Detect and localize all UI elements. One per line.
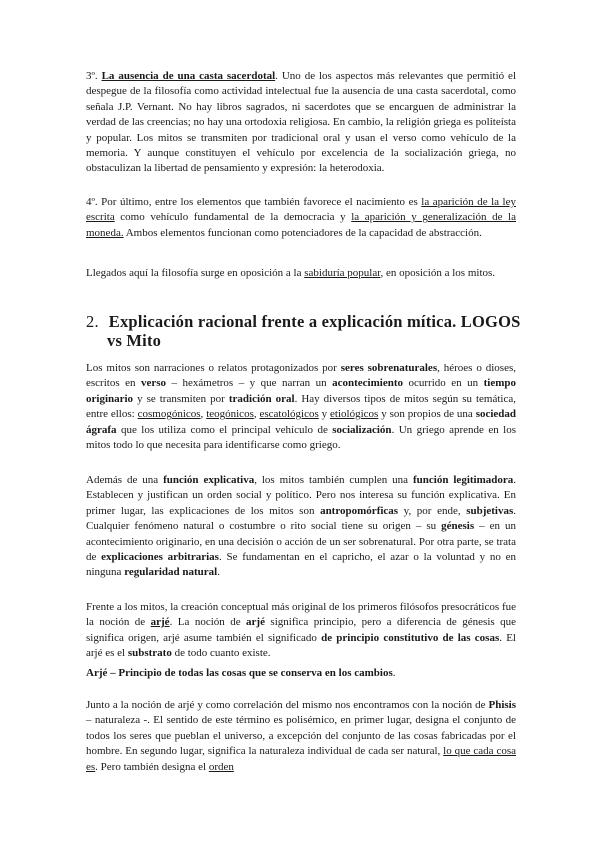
bold-term: función explicativa [163,474,255,486]
bold-term: tiempo originario [86,377,516,405]
paragraph-text: y se transmiten por [133,392,229,405]
section-number: 2. [86,312,99,331]
paragraph-text: , en oposición a los mitos. [380,267,496,279]
paragraph-text: . Un griego aprende en los mitos todo lo que necesita para identificarse como griego. [86,423,516,452]
bold-term: tradición oral [228,392,295,405]
paragraph-phisis [86,698,516,775]
paragraph-mitos-definicion [86,361,516,453]
paragraph-text: , héroes o dioses, escritos en [86,362,516,390]
section-title-line-1: Explicación racional frente a explicación mítica. LOGOS [108,312,521,331]
bold-term: arjé [246,616,265,629]
paragraph-text: Junto a la noción de arjé y como correlación del mismo nos encontramos con la noción de [86,699,489,711]
paragraph-text: – en un acontecimiento originario, en una decisión o acción de un ser sobrenatural. Por otra parte, se trata de [86,520,516,564]
bold-term: socialización [332,423,392,436]
bold-term: acontecimiento [332,377,403,390]
paragraph-ley-escrita-moneda [86,195,516,241]
underlined-term: escatológicos [259,408,319,421]
paragraph-text: ocurrido en un [403,377,484,390]
paragraph-text: y [318,408,331,421]
bold-term: Phisis [488,699,516,711]
bold-term: verso [140,377,167,390]
underlined-term: etiológicos [330,408,379,421]
bold-term: génesis [441,520,475,533]
paragraph-text: . [392,667,396,679]
paragraph-text: . La noción de [169,616,247,629]
underlined-phrase: la aparición y generalización de la moneda. [86,211,516,239]
bold-term: antropomórficas [320,504,399,517]
underlined-term: teogónicos [206,408,254,421]
paragraph-text: de todo cuanto existe. [171,647,271,660]
paragraph-text: , [200,408,207,421]
paragraph-arje [86,600,516,662]
paragraph-text: , los mitos también cumplen una [254,474,413,486]
underlined-phrase: sabiduría popular [304,267,381,279]
paragraph-text: – hexámetros – y que narran un [166,377,333,390]
paragraph-text: . [217,566,220,579]
bold-term: subjetivas [466,504,514,517]
paragraph-text: – naturaleza -. El sentido de este término es polisémico, en primer lugar, designa el conjunto de todos los seres que pueblan el universo, a excepción del conjunto de las cosas fabricadas por el hombre. En segundo lugar, significa la naturaleza individual de cada ser natural, [86,714,516,758]
paragraph-text: . Uno de los aspectos más relevantes que permitió el despegue de la filosofía como actividad intelectual fue la ausencia de una casta sacerdotal, como señala J.P. Vernant. No hay libros sagrados, ni sacerdotes que se encarguen de administrar la verdad de las creencias; no hay una ortodoxia religiosa. En cambio, la religión griega es politeísta y popular. Los mitos se transmiten por tradicional oral y usan el verso como vehículo de la memoria. Y aunque constituyen el vehículo por excelencia de la socialización griega, no obstaculizan la libertad de pensamiento y expresión: la heterodoxia. [86,70,516,175]
paragraph-text: , [253,408,260,421]
bold-term: función legitimadora [413,474,514,486]
paragraph-text: y son propios de una [378,408,476,421]
bold-underlined-phrase: La ausencia de una casta sacerdotal [101,70,276,82]
paragraph-text: significa principio, pero a diferencia de génesis que significa origen, arjé asume también el significado [86,616,516,644]
bold-term: de principio constitutivo de las cosas [321,631,500,644]
bold-term: regularidad natural [124,566,218,579]
bold-term: seres sobrenaturales [340,362,438,374]
underlined-phrase: lo que cada cosa es [86,745,516,773]
paragraph-text: . Cualquier fenómeno natural o costumbre o rito social tiene su origen – su [86,504,516,533]
paragraph-casta-sacerdotal [86,69,516,177]
underlined-phrase: la aparición de la ley escrita [86,196,516,224]
bold-term: explicaciones arbitrarias [101,551,219,564]
section-title-line-2: vs Mito [107,331,162,350]
paragraph-text: . Hay diversos tipos de mitos según su temática, entre ellos: [86,392,516,421]
paragraph-text: y, por ende, [398,504,467,517]
paragraph-text: Los mitos son narraciones o relatos protagonizados por [86,362,341,374]
bold-definition: Arjé – Principio de todas las cosas que se conserva en los cambios [86,667,393,679]
item-number: 3º. [86,70,102,82]
paragraph-sabiduria-popular [86,266,516,281]
paragraph-text: Además de una [86,474,164,486]
paragraph-text: . Establecen y justifican un orden social y político. Pero nos interesa su función explicativa. En primer lugar, las explicaciones de los mitos son [86,474,517,517]
bold-term: substrato [127,647,172,660]
paragraph-text: Llegados aquí la filosofía surge en oposición a la [86,267,305,279]
paragraph-funcion-explicativa [86,473,516,581]
paragraph-text: . Se fundamentan en el capricho, el azar o la voluntad y no en ninguna [86,551,516,579]
paragraph-text: . El arjé es el [86,631,516,660]
paragraph-text: 4º. Por último, entre los elementos que también favorece el nacimiento es [86,196,422,208]
bold-term: sociedad ágrafa [86,408,517,436]
section-heading [86,312,526,350]
underlined-phrase: orden [208,760,234,773]
bold-underlined-term: arjé [150,616,170,629]
paragraph-text: que los utiliza como el principal vehículo de [116,423,333,436]
paragraph-text: Frente a los mitos, la creación conceptual más original de los primeros filósofos presocráticos fue la noción de [86,601,516,629]
paragraph-text: Ambos elementos funcionan como potenciadores de la capacidad de abstracción. [123,226,482,239]
paragraph-text: . Pero también designa el [95,760,209,773]
paragraph-arje-definicion [86,666,516,681]
underlined-term: cosmogónicos [137,408,201,421]
paragraph-text: como vehículo fundamental de la democracia y [114,211,352,224]
